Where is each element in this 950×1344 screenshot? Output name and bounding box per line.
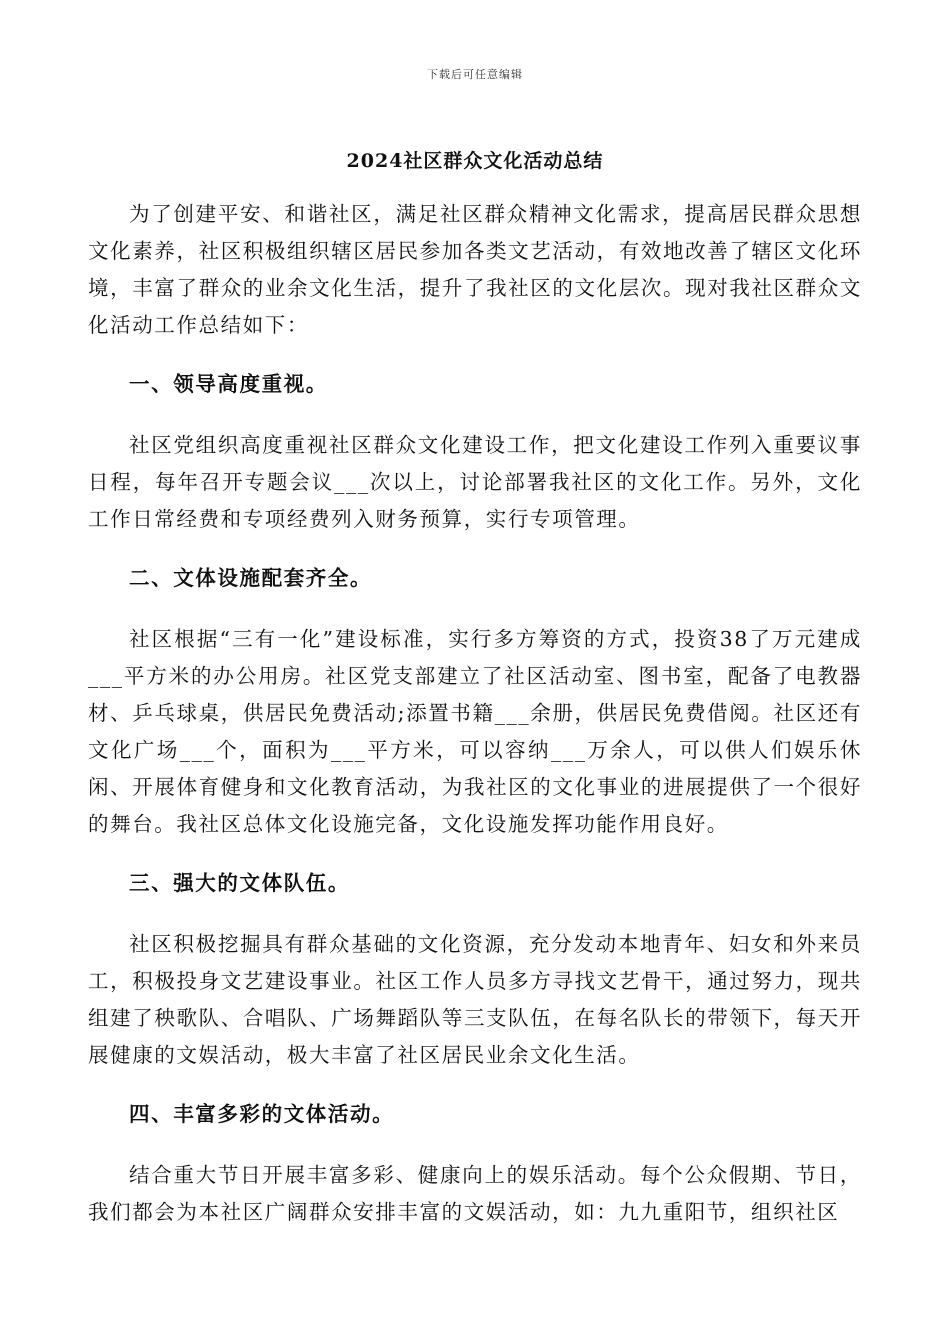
section-heading: 三、强大的文体队伍。 [129,871,350,895]
section-paragraph: 社区根据“三有一化”建设标准，实行多方筹资的方式，投资38了万元建成___平方米的办公用房。社区党支部建立了社区活动室、图书室，配备了电教器材、乒乓球桌，供居民免费活动;添置书籍___余册，供居民免费借阅。社区还有文化广场___个，面积为___平方米，可以容纳___万余人，可以供人们娱乐休闲、开展体育健身和文化教育活动，为我社区的文化事业的进展提供了一个很好的舞台。我社区总体文化设施完备，文化设施发挥功能作用良好。 [88,627,862,836]
document-title: 2024社区群众文化活动总结 [346,150,604,172]
intro-paragraph: 为了创建平安、和谐社区，满足社区群众精神文化需求，提高居民群众思想文化素养，社区积极组织辖区居民参加各类文艺活动，有效地改善了辖区文化环境，丰富了群众的业余文化生活，提升了我社区的文化层次。现对我社区群众文化活动工作总结如下： [88,202,862,337]
section-paragraph: 社区积极挖掘具有群众基础的文化资源，充分发动本地青年、妇女和外来员工，积极投身文艺建设事业。社区工作人员多方寻找文艺骨干，通过努力，现共组建了秧歌队、合唱队、广场舞蹈队等三支队伍，在每名队长的带领下，每天开展健康的文娱活动，极大丰富了社区居民业余文化生活。 [88,932,862,1067]
section-paragraph: 结合重大节日开展丰富多彩、健康向上的娱乐活动。每个公众假期、节日，我们都会为本社区广阔群众安排丰富的文娱活动，如：九九重阳节，组织社区 [88,1163,862,1224]
document-body [88,196,862,1231]
header-note: 下载后可任意编辑 [427,68,523,81]
section-heading: 二、文体设施配套齐全。 [129,566,373,590]
section-heading: 四、丰富多彩的文体活动。 [129,1102,395,1126]
section-heading: 一、领导高度重视。 [129,372,328,396]
section-paragraph: 社区党组织高度重视社区群众文化建设工作，把文化建设工作列入重要议事日程，每年召开专题会议___次以上，讨论部署我社区的文化工作。另外，文化工作日常经费和专项经费列入财务预算，实行专项管理。 [88,433,862,531]
